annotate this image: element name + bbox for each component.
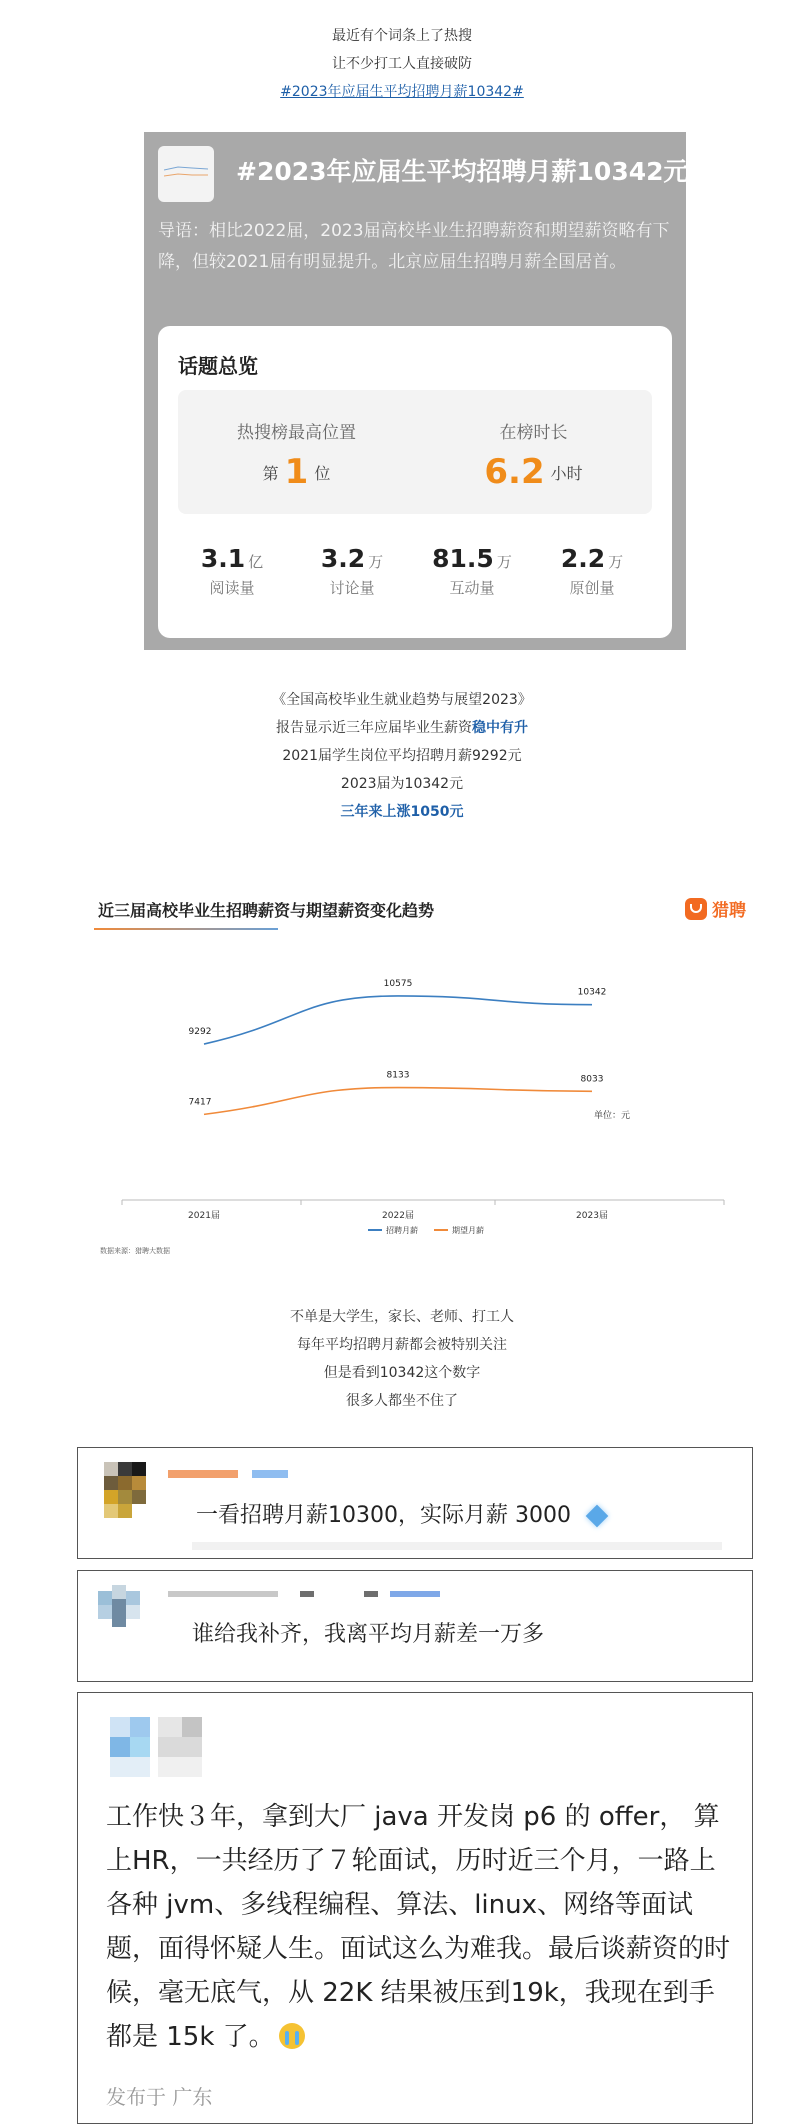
mid-line-3: 但是看到10342这个数字 [323,1365,481,1381]
metric-read [172,544,292,598]
x-tick-label: 2021届 [188,1211,220,1221]
data-label: 10342 [577,987,607,998]
rank-label: 热搜榜最高位置 [237,423,356,443]
x-tick-label: 2022届 [382,1211,414,1221]
metric-discuss [292,544,412,598]
chart-source: 数据来源：猎聘大数据 [100,1247,170,1255]
diamond-icon [586,1505,609,1528]
unit-note: 单位：元 [594,1111,631,1121]
report-line-5: 三年来上涨1050元 [340,804,464,820]
data-label: 8033 [580,1074,604,1085]
topic-overview-panel [158,326,672,638]
comment-text-1-content: 一看招聘月薪10300，实际月薪 3000 [196,1503,571,1528]
report-line-2 [0,714,804,742]
mid-text [0,1303,804,1415]
rank-value-line [178,452,415,492]
comment-location: 发布于 广东 [106,2085,213,2109]
report-line-4: 2023届为10342元 [340,776,464,792]
intro-line-2: 让不少打工人直接破防 [332,56,472,72]
metric-original-num: 2.2 [560,544,606,573]
metric-read-num: 3.1 [200,544,246,573]
report-line-2-prefix: 报告显示近三年应届毕业生薪资 [276,720,472,736]
duration-unit: 小时 [550,464,583,483]
rank-suffix: 位 [314,464,331,483]
topic-thumbnail [158,146,214,202]
mid-line-1: 不单是大学生，家长、老师、打工人 [290,1309,514,1325]
duration-value-line [415,452,652,492]
comment-text-3 [106,1795,736,2059]
data-label: 8133 [386,1070,410,1081]
report-line-3: 2021届学生岗位平均招聘月薪9292元 [282,748,522,764]
salary-trend-chart [94,890,750,1262]
comment-card-1 [77,1447,753,1559]
comment-card-2 [77,1570,753,1682]
metric-original [532,544,652,598]
comment-text-1 [196,1498,605,1529]
mid-line-4: 很多人都坐不住了 [346,1393,458,1409]
metric-read-unit: 亿 [248,553,264,571]
legend-label: 招聘月薪 [386,1226,418,1235]
metric-interact-unit: 万 [496,553,512,571]
data-label: 9292 [188,1027,212,1038]
duration-stat [415,390,652,514]
data-label: 10575 [383,978,413,989]
rank-stat [178,390,415,514]
topic-card [144,132,710,650]
chart-title: 近三届高校毕业生招聘薪资与期望薪资变化趋势 [98,901,435,920]
rank-value: 1 [284,452,309,492]
metric-interact [412,544,532,598]
comment-text-3-content: 工作快３年，拿到大厂 java 开发岗 p6 的 offer， 算上HR，一共经历了７轮面试，历时近三个月，一路上各种 jvm、多线程编程、算法、linux、网络等面试题，面得怀疑人生。面试这么为难我。最后谈薪资的时候，毫无底气，从 22K 结果被压到19k，我现在到手都是 15k 了。 [106,1802,731,2052]
intro-text [0,22,804,106]
comment-text-2: 谁给我补齐，我离平均月薪差一万多 [192,1622,545,1647]
metric-discuss-label: 讨论量 [329,579,375,597]
metrics-row [158,544,672,614]
data-label: 7417 [188,1097,212,1108]
series-line-2 [204,1088,592,1115]
report-line-1: 《全国高校毕业生就业趋势与展望2023》 [272,692,532,708]
metric-interact-num: 81.5 [432,544,494,573]
hashtag-link[interactable]: #2023年应届生平均招聘月薪10342# [280,84,524,100]
panel-title: 话题总览 [178,354,258,378]
metric-discuss-num: 3.2 [320,544,366,573]
report-line-2-em: 稳中有升 [472,720,528,736]
series-line-1 [204,996,592,1044]
crying-emoji-icon [279,2023,305,2049]
metric-interact-label: 互动量 [449,579,495,597]
metric-read-label: 阅读量 [209,579,255,597]
duration-value: 6.2 [484,452,545,492]
ranking-box [178,390,652,514]
rank-prefix: 第 [262,464,279,483]
legend-label: 期望月薪 [452,1226,484,1235]
topic-lead: 导语：相比2022届，2023届高校毕业生招聘薪资和期望薪资略有下降，但较2021届有明显提升。北京应届生招聘月薪全国居首。 [158,221,670,272]
brand-name: 猎聘 [712,901,746,921]
chart-plot [94,890,750,1262]
x-tick-label: 2023届 [576,1211,608,1221]
metric-original-unit: 万 [608,553,624,571]
mid-line-2: 每年平均招聘月薪都会被特别关注 [297,1337,507,1353]
report-text [0,686,804,826]
duration-label: 在榜时长 [499,423,568,443]
metric-original-label: 原创量 [569,579,615,597]
metric-discuss-unit: 万 [368,553,384,571]
thumbnail-chart-icon [164,162,208,182]
intro-line-1: 最近有个词条上了热搜 [332,28,472,44]
comment-card-3 [77,1692,753,2124]
topic-title: #2023年应届生平均招聘月薪10342元# [236,157,710,186]
comment-blurred-strip [192,1542,722,1550]
